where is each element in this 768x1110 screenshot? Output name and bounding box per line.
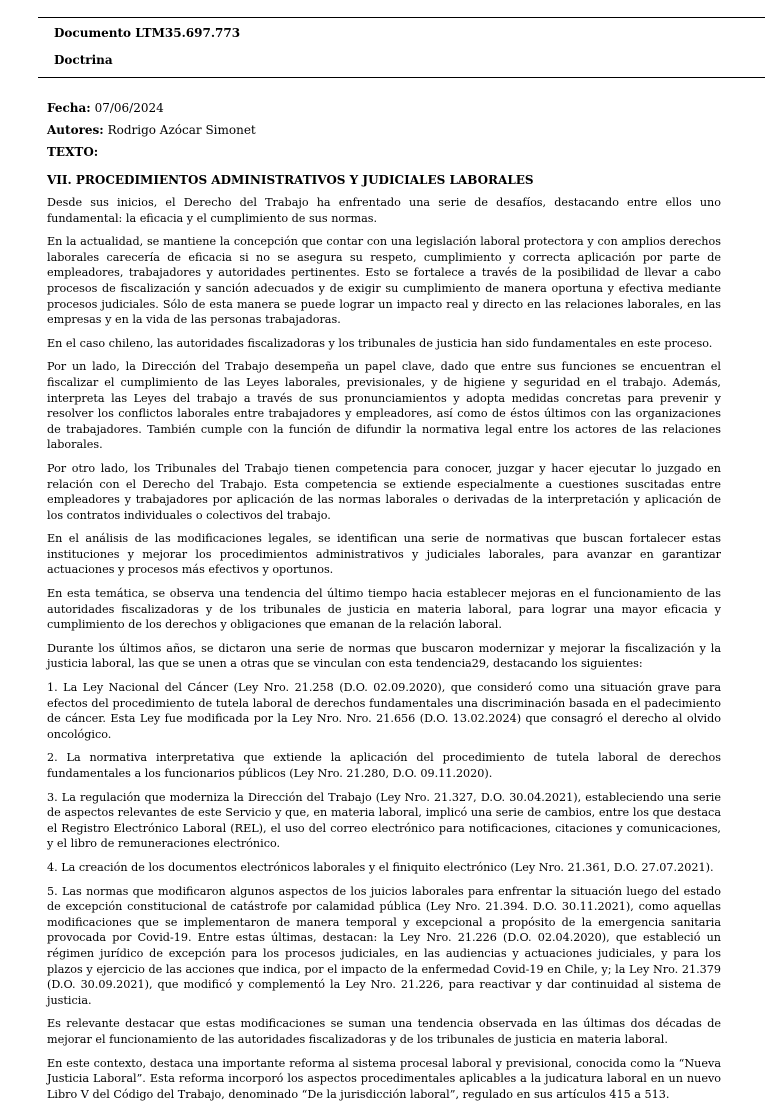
date-line xyxy=(47,101,164,115)
document-category: Doctrina xyxy=(54,53,113,67)
document-body xyxy=(47,195,721,1110)
date-label: Fecha: xyxy=(47,101,91,115)
list-item: 3. La regulación que moderniza la Dirección del Trabajo (Ley Nro. 21.327, D.O. 30.04.2021), estableciendo una serie de aspectos relevantes de este Servicio y que, en materia laboral, implicó una serie de cambios, entre los que destaca el Registro Electrónico Laboral (REL), el uso del correo electrónico para notificaciones, citaciones y comunicaciones, y el libro de remuneraciones electrónico. xyxy=(47,790,721,851)
paragraph: Es relevante destacar que estas modificaciones se suman una tendencia observada en las últimas dos décadas de mejorar el funcionamiento de las autoridades fiscalizadoras y de los tribunales de justicia en materia laboral. xyxy=(47,1017,721,1046)
paragraph: En esta temática, se observa una tendencia del último tiempo hacia establecer mejoras en el funcionamiento de las autoridades fiscalizadoras y de los tribunales de justicia en materia laboral, para lograr una mayor eficacia y cumplimiento de los derechos y obligaciones que emanan de la relación laboral. xyxy=(47,587,721,632)
paragraph: En la actualidad, se mantiene la concepción que contar con una legislación laboral protectora y con amplios derechos laborales carecería de eficacia si no se asegura su respeto, cumplimiento y correcta aplicación por parte de empleadores, trabajadores y autoridades pertinentes. Esto se fortalece a través de la posibilidad de llevar a cabo procesos de fiscalización y sanción adecuados y de exigir su cumplimiento de manera oportuna y efectiva mediante procesos judiciales. Sólo de esta manera se puede lograr un impacto real y directo en las relaciones laborales, en las empresas y en la vida de las personas trabajadoras. xyxy=(47,235,721,327)
date-value: 07/06/2024 xyxy=(94,101,164,115)
text-label-line xyxy=(47,145,98,159)
paragraph: En el caso chileno, las autoridades fiscalizadoras y los tribunales de justicia han sido fundamentales en este proceso. xyxy=(47,336,713,350)
authors-label: Autores: xyxy=(47,123,104,137)
authors-line xyxy=(47,123,256,137)
paragraph: Desde sus inicios, el Derecho del Trabajo ha enfrentado una serie de desafíos, destacando entre ellos uno fundamental: la eficacia y el cumplimiento de sus normas. xyxy=(47,196,721,225)
list-item: 1. La Ley Nacional del Cáncer (Ley Nro. 21.258 (D.O. 02.09.2020), que consideró como una situación grave para efectos del procedimiento de tutela laboral de derechos fundamentales una discriminación basada en el padecimiento de cáncer. Esta Ley fue modificada por la Ley Nro. Nro. 21.656 (D.O. 13.02.2024) que consagró el derecho al olvido oncológico. xyxy=(47,681,721,741)
text-label: TEXTO: xyxy=(47,145,99,159)
document-id: Documento LTM35.697.773 xyxy=(54,26,241,40)
paragraph: Por otro lado, los Tribunales del Trabajo tienen competencia para conocer, juzgar y hacer ejecutar lo juzgado en relación con el Derecho del Trabajo. Esta competencia se extiende especialmente a cuestiones suscitadas entre empleadores y trabajadores por aplicación de las normas laborales o derivadas de la interpretación y aplicación de los contratos individuales o colectivos del trabajo. xyxy=(47,461,721,522)
paragraph: Durante los últimos años, se dictaron una serie de normas que buscaron modernizar y mejorar la fiscalización y la justicia laboral, las que se unen a otras que se vinculan con esta tendencia29, destacando los siguientes: xyxy=(47,641,721,671)
authors-value: Rodrigo Azócar Simonet xyxy=(107,123,256,137)
paragraph: En este contexto, destaca una importante reforma al sistema procesal laboral y previsional, conocida como la “Nueva Justicia Laboral”. Esta reforma incorporó los aspectos procedimentales aplicables a la judicatura laboral en un nuevo Libro V del Código del Trabajo, denominado “De la jurisdicción laboral”, regulado en sus artículos 415 a 513. xyxy=(47,1056,721,1101)
list-item: 2. La normativa interpretativa que extiende la aplicación del procedimiento de tutela laboral de derechos fundamentales a los funcionarios públicos (Ley Nro. 21.280, D.O. 09.11.2020). xyxy=(47,751,721,780)
paragraph: En el análisis de las modificaciones legales, se identifican una serie de normativas que buscan fortalecer estas instituciones y mejorar los procedimientos administrativos y judiciales laborales, para avanzar en garantizar actuaciones y procesos más efectivos y oportunos. xyxy=(47,532,721,577)
list-item: 4. La creación de los documentos electrónicos laborales y el finiquito electrónico (Ley Nro. 21.361, D.O. 27.07.2021). xyxy=(47,860,714,874)
section-heading: VII. PROCEDIMIENTOS ADMINISTRATIVOS Y JUDICIALES LABORALES xyxy=(47,173,534,187)
top-rule xyxy=(38,17,765,18)
list-item: 5. Las normas que modificaron algunos aspectos de los juicios laborales para enfrentar la situación luego del estado de excepción constitucional de catástrofe por calamidad pública (Ley Nro. 21.394. D.O. 30.11.2021), como aquellas modificaciones que se implementaron de manera temporal y excepcional a propósito de la emergencia sanitaria provocada por Covid-19. Entre estas últimas, destacan: la Ley Nro. 21.226 (D.O. 02.04.2020), que estableció un régimen jurídico de excepción para los procesos judiciales, en las audiencias y actuaciones judiciales, y para los plazos y ejercicio de las acciones que indica, por el impacto de la enfermedad Covid-19 en Chile, y; la Ley Nro. 21.379 (D.O. 30.09.2021), que modificó y complementó la Ley Nro. 21.226, para reactivar y dar continuidad al sistema de justicia. xyxy=(47,884,721,1007)
header-bottom-rule xyxy=(38,77,765,78)
paragraph: Por un lado, la Dirección del Trabajo desempeña un papel clave, dado que entre sus funciones se encuentran el fiscalizar el cumplimiento de las Leyes laborales, previsionales, y de higiene y seguridad en el trabajo. Además, interpreta las Leyes del trabajo a través de sus pronunciamientos y adopta medidas concretas para prevenir y resolver los conflictos laborales entre trabajadores y empleadores, así como de éstos últimos con las organizaciones de trabajadores. También cumple con la función de difundir la normativa legal entre los actores de las relaciones laborales. xyxy=(47,360,721,452)
